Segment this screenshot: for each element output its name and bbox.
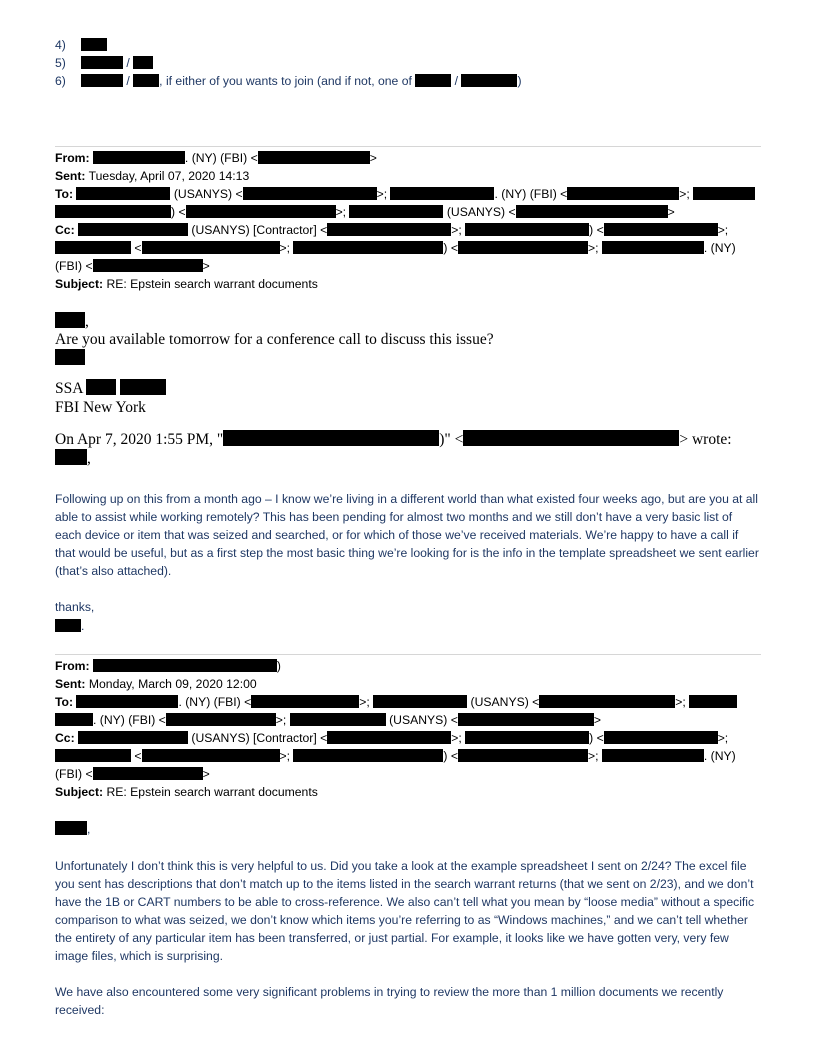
list-item — [55, 72, 755, 90]
thanks-line: thanks, — [55, 600, 95, 614]
list-item — [55, 36, 755, 54]
to-value: (USANYS) < — [446, 205, 516, 219]
redaction-box — [93, 259, 203, 272]
redaction-box — [76, 695, 178, 708]
redaction-box — [93, 659, 277, 672]
to-value: ) < — [171, 205, 186, 219]
redaction-box — [55, 205, 171, 218]
to-value: >; — [675, 695, 686, 709]
to-value: . (NY) (FBI) < — [494, 187, 568, 201]
list-number: 4) — [55, 38, 66, 52]
to-value: > — [667, 205, 675, 219]
list-number: 5) — [55, 56, 66, 70]
list-text: , if either of you wants to join (and if not, one of — [159, 74, 412, 88]
cc-value: (USANYS) [Contractor] < — [191, 731, 328, 745]
redaction-box — [243, 187, 377, 200]
redaction-box — [465, 731, 589, 744]
cc-value: >; — [279, 241, 291, 255]
to-line-2 — [55, 711, 761, 729]
redaction-box — [55, 241, 131, 254]
cc-value: >; — [279, 749, 291, 763]
thanks-signature — [55, 617, 761, 635]
redaction-box — [458, 749, 588, 762]
signoff — [55, 349, 761, 379]
redaction-box — [458, 713, 594, 726]
redaction-box — [461, 74, 517, 87]
to-value: > — [593, 713, 601, 727]
divider — [55, 146, 761, 147]
cc-label: Cc: — [55, 223, 75, 237]
salutation — [55, 312, 761, 330]
redaction-box — [567, 187, 679, 200]
sent-label: Sent: — [55, 677, 86, 691]
body-paragraph: Unfortunately I don’t think this is very helpful to us. Did you take a look at the example spreadsheet I sent on 2/24? The excel file you sent has descriptions that don’t match up to the items listed in the search warrant returns (that we sent on 2/23), and we don’t have the 1B or CART numbers to be able to cross-reference. We also can’t tell what you mean by “loose media” without a specific comparison to what was seized, we don’t know which items you’re referring to as “Windows machines,” and we can’t tell whether the entirety of any particular item has been transferred, or just partial. For example, it looks like we have gotten very, very few image files, which is surprising. — [55, 859, 755, 963]
cc-value: ) < — [589, 223, 604, 237]
redaction-box — [93, 151, 185, 164]
to-label: To: — [55, 187, 74, 201]
redaction-box — [689, 695, 737, 708]
redaction-box — [516, 205, 668, 218]
redaction-box — [290, 713, 386, 726]
email-header — [55, 657, 761, 801]
quote-mid: )" < — [439, 431, 464, 448]
cc-value: ) < — [443, 241, 458, 255]
redaction-box — [166, 713, 276, 726]
to-value: >; — [376, 187, 388, 201]
redaction-box — [604, 731, 718, 744]
redaction-box — [415, 74, 451, 87]
redaction-box — [327, 731, 451, 744]
from-line — [55, 657, 761, 675]
redaction-box — [390, 187, 494, 200]
redaction-box — [78, 223, 188, 236]
redaction-box — [55, 449, 87, 465]
redaction-box — [539, 695, 675, 708]
redaction-box — [327, 223, 451, 236]
redaction-box — [142, 749, 280, 762]
cc-value: >; — [717, 731, 729, 745]
attendee-list — [55, 36, 755, 90]
cc-value: < — [134, 749, 142, 763]
to-value: (USANYS) < — [173, 187, 243, 201]
subject-label: Subject: — [55, 277, 104, 291]
quote-end: > wrote: — [679, 431, 732, 448]
body-paragraph: We have also encountered some very significant problems in trying to review the more than 1 million documents we recently received: — [55, 985, 724, 1017]
redaction-box — [223, 430, 439, 446]
subject-value: RE: Epstein search warrant documents — [106, 785, 318, 799]
redaction-box — [55, 312, 85, 328]
cc-line — [55, 729, 761, 747]
salutation — [55, 820, 761, 838]
redaction-box — [251, 695, 359, 708]
to-line-2 — [55, 203, 761, 221]
redaction-box — [373, 695, 467, 708]
redaction-box — [78, 731, 188, 744]
redaction-box — [55, 349, 85, 365]
subject-line — [55, 783, 761, 801]
redaction-box — [458, 241, 588, 254]
sent-line — [55, 167, 761, 185]
list-text-end: ) — [517, 74, 522, 88]
quote-start: On Apr 7, 2020 1:55 PM, " — [55, 431, 224, 448]
redaction-box — [463, 430, 679, 446]
redaction-box — [133, 56, 153, 69]
separator: / — [454, 74, 459, 88]
redaction-box — [55, 713, 93, 726]
list-item — [55, 54, 755, 72]
from-end: > — [369, 151, 377, 165]
email-header — [55, 149, 761, 293]
to-value: >; — [679, 187, 690, 201]
to-value: . (NY) (FBI) < — [93, 713, 166, 727]
quote-salutation — [55, 449, 761, 468]
period: . — [81, 619, 85, 633]
divider — [55, 654, 761, 655]
redaction-box — [81, 38, 107, 51]
cc-value: (USANYS) [Contractor] < — [191, 223, 328, 237]
quote-line — [55, 430, 761, 449]
cc-value: . (NY) — [703, 749, 736, 763]
redaction-box — [76, 187, 170, 200]
from-end: ) — [276, 659, 281, 673]
redaction-box — [604, 223, 718, 236]
cc-line-3 — [55, 765, 761, 783]
to-value: (USANYS) < — [389, 713, 458, 727]
redaction-box — [55, 619, 81, 632]
redaction-box — [602, 241, 704, 254]
body-text: Are you available tomorrow for a conference call to discuss this issue? — [55, 331, 494, 348]
redaction-box — [258, 151, 370, 164]
cc-value: (FBI) < — [55, 767, 93, 781]
to-value: >; — [275, 713, 287, 727]
quote-comma: , — [87, 450, 91, 467]
sent-label: Sent: — [55, 169, 86, 183]
cc-line-3 — [55, 257, 761, 275]
redaction-box — [120, 379, 166, 395]
cc-value: >; — [451, 223, 462, 237]
to-line — [55, 185, 761, 203]
redaction-box — [142, 241, 280, 254]
separator: / — [126, 74, 130, 88]
signature-title — [55, 379, 761, 398]
signature-ssa: SSA — [55, 380, 83, 397]
sent-line — [55, 675, 761, 693]
subject-label: Subject: — [55, 785, 104, 799]
redaction-box — [349, 205, 443, 218]
redaction-box — [55, 821, 87, 835]
salutation-comma: , — [87, 822, 91, 836]
salutation-comma: , — [85, 313, 89, 330]
redaction-box — [55, 749, 131, 762]
cc-label: Cc: — [55, 731, 75, 745]
redaction-box — [81, 74, 123, 87]
redaction-box — [186, 205, 336, 218]
cc-value: >; — [587, 749, 599, 763]
quoted-paragraph: Following up on this from a month ago – I know we’re living in a different world than what existed four weeks ago, but are you at all able to assist while working remotely? This has been pending for almost two months and we still don’t have a very basic list of each device or item that was seized and searched, or for which of those we’ve received materials. We’re happy to have a call if that would be useful, but as a first step the most basic thing we’re looking for is the info in the template spreadsheet we sent earlier (that’s also attached). — [55, 492, 759, 578]
from-value: . (NY) (FBI) < — [184, 151, 258, 165]
to-value: (USANYS) < — [470, 695, 540, 709]
cc-value: ) < — [589, 731, 604, 745]
list-number: 6) — [55, 74, 66, 88]
from-label: From: — [55, 659, 90, 673]
redaction-box — [602, 749, 704, 762]
redaction-box — [93, 767, 203, 780]
separator: / — [126, 56, 130, 70]
cc-value: < — [134, 241, 142, 255]
subject-value: RE: Epstein search warrant documents — [106, 277, 318, 291]
cc-value: >; — [451, 731, 462, 745]
from-label: From: — [55, 151, 90, 165]
to-value: . (NY) (FBI) < — [178, 695, 252, 709]
cc-value: > — [202, 767, 210, 781]
cc-line-2 — [55, 239, 761, 257]
redaction-box — [133, 74, 159, 87]
cc-line-2 — [55, 747, 761, 765]
sent-value: Monday, March 09, 2020 12:00 — [88, 677, 257, 691]
to-value: >; — [335, 205, 347, 219]
to-label: To: — [55, 695, 74, 709]
redaction-box — [81, 56, 123, 69]
to-value: >; — [359, 695, 370, 709]
subject-line — [55, 275, 761, 293]
sent-value: Tuesday, April 07, 2020 14:13 — [88, 169, 250, 183]
redaction-box — [693, 187, 755, 200]
redaction-box — [293, 241, 443, 254]
cc-value: . (NY) — [703, 241, 736, 255]
cc-line — [55, 221, 761, 239]
from-line — [55, 149, 761, 167]
redaction-box — [465, 223, 589, 236]
cc-value: (FBI) < — [55, 259, 93, 273]
cc-value: >; — [587, 241, 599, 255]
redaction-box — [86, 379, 116, 395]
cc-value: > — [202, 259, 210, 273]
redaction-box — [293, 749, 443, 762]
to-line — [55, 693, 761, 711]
email-body — [55, 312, 761, 468]
cc-value: ) < — [443, 749, 458, 763]
cc-value: >; — [717, 223, 729, 237]
signature-org: FBI New York — [55, 399, 146, 416]
